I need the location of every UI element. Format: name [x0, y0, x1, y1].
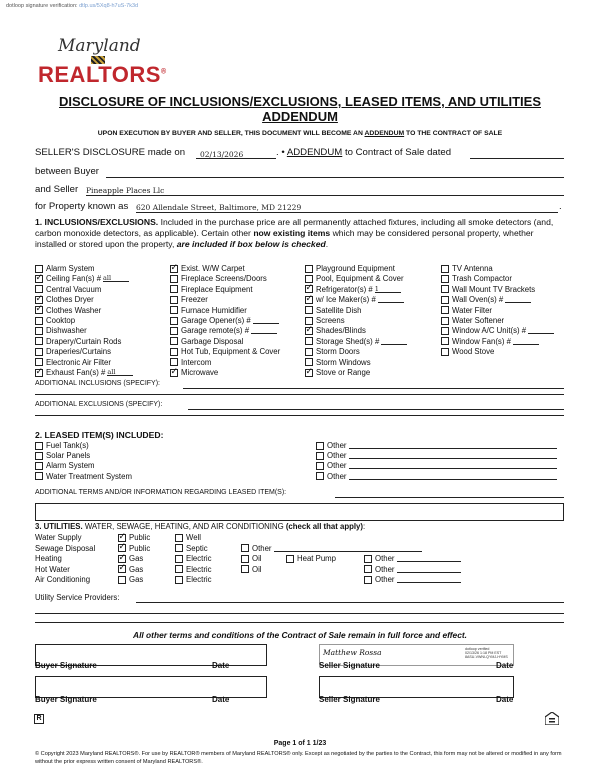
checkbox[interactable] [305, 317, 313, 325]
utility-option-label: Heat Pump [297, 554, 337, 564]
verification-line [6, 3, 138, 9]
inclusion-item[interactable] [305, 368, 370, 377]
inclusion-label: Intercom [181, 357, 212, 367]
inclusion-item[interactable] [441, 347, 494, 356]
inclusion-item[interactable] [170, 368, 218, 377]
checkbox[interactable] [364, 565, 372, 573]
inclusion-item[interactable] [441, 316, 504, 325]
property-end: . [559, 201, 562, 212]
utility-label: Hot Water [35, 564, 70, 574]
inclusion-label: Garage Opener(s) # [181, 316, 251, 325]
inclusion-item[interactable] [170, 285, 253, 294]
utility-option-label: Other [375, 575, 395, 585]
leased-other-item[interactable] [316, 461, 557, 470]
checkbox[interactable] [305, 265, 313, 273]
inclusion-item[interactable] [305, 358, 371, 367]
buyer-date-label-2: Date [212, 695, 230, 704]
seller-date-label-2: Date [496, 695, 514, 704]
utility-label: Air Conditioning [35, 575, 91, 585]
inclusion-label: Garage remote(s) # [181, 326, 250, 336]
checkbox[interactable] [170, 337, 178, 345]
utility-option[interactable] [118, 544, 150, 553]
inclusion-item[interactable] [441, 326, 554, 335]
inclusion-label: Pool, Equipment & Cover [316, 274, 404, 284]
utility-option[interactable] [241, 565, 262, 574]
checkbox[interactable] [316, 442, 324, 450]
buyer-signature-label-2: Buyer Signature [35, 695, 97, 704]
utility-option[interactable] [286, 554, 336, 563]
utility-option-label: Electric [186, 564, 212, 574]
inclusion-label: Playground Equipment [316, 264, 395, 273]
inclusion-item[interactable] [170, 337, 243, 346]
inclusion-item[interactable] [35, 295, 94, 304]
utility-other-field[interactable] [397, 555, 461, 562]
inclusion-item[interactable] [305, 347, 360, 356]
inclusion-item[interactable] [170, 274, 267, 283]
checkbox[interactable] [35, 265, 43, 273]
checkbox[interactable] [364, 555, 372, 563]
inclusion-item[interactable] [170, 316, 279, 325]
count-field[interactable] [513, 338, 539, 345]
count-field[interactable]: all [107, 369, 133, 376]
checkbox[interactable] [35, 327, 43, 335]
utility-providers-line3[interactable] [35, 615, 564, 623]
inclusion-item[interactable] [305, 274, 404, 283]
checkbox[interactable] [441, 265, 449, 273]
checkbox[interactable] [441, 275, 449, 283]
seller-field[interactable]: Pineapple Places Llc [86, 184, 564, 196]
inclusion-label: Draperies/Curtains [46, 347, 111, 357]
utility-providers-line2[interactable] [35, 604, 564, 614]
buyer-signature-label-1: Buyer Signature [35, 661, 97, 670]
count-field[interactable]: 1 [375, 286, 401, 293]
document-title: DISCLOSURE OF INCLUSIONS/EXCLUSIONS, LEASED ITEMS, AND UTILITIES ADDENDUM [59, 94, 541, 124]
inclusion-item[interactable] [35, 316, 75, 325]
checkbox[interactable] [175, 555, 183, 563]
utility-option[interactable] [175, 565, 212, 574]
inclusion-item[interactable] [35, 337, 121, 346]
inclusion-label: Window Fan(s) # [452, 336, 511, 346]
checkbox[interactable] [35, 462, 43, 470]
utilities-heading: 3. UTILITIES. WATER, SEWAGE, HEATING, AND AIR CONDITIONING (check all that apply): [35, 522, 366, 531]
leased-label: Alarm System [46, 461, 95, 471]
inclusion-label: Ceiling Fan(s) # [46, 274, 102, 284]
inclusion-item[interactable] [305, 285, 401, 294]
inclusion-label: Dishwasher [46, 326, 87, 336]
checkbox[interactable] [441, 306, 449, 314]
inclusion-item[interactable] [35, 264, 95, 273]
inclusion-item[interactable] [305, 295, 404, 304]
verification-link[interactable]: dtlp.us/5Xq8-h7uS-7k3d [79, 3, 139, 9]
checkbox[interactable] [305, 306, 313, 314]
seller-signature-label-2: Seller Signature [319, 695, 380, 704]
checkbox[interactable] [175, 534, 183, 542]
count-field[interactable] [253, 317, 279, 324]
leased-other-field[interactable] [349, 473, 557, 480]
checkbox-checked[interactable] [35, 296, 43, 304]
checkbox[interactable] [241, 544, 249, 552]
utility-option[interactable] [364, 565, 461, 574]
count-field[interactable] [528, 327, 554, 334]
leased-additional-label: ADDITIONAL TERMS AND/OR INFORMATION REGARDING LEASED ITEM(S): [35, 489, 287, 496]
leased-additional-field[interactable] [335, 489, 564, 498]
utility-option-label: Other [375, 564, 395, 574]
inclusion-item[interactable] [305, 306, 362, 315]
checkbox[interactable] [441, 296, 449, 304]
leased-label: Solar Panels [46, 451, 91, 461]
inclusion-label: Shades/Blinds [316, 326, 366, 336]
inclusion-label: Cooktop [46, 316, 76, 325]
checkbox[interactable] [170, 275, 178, 283]
checkbox[interactable] [286, 555, 294, 563]
checkbox[interactable] [305, 358, 313, 366]
additional-inclusions-line2[interactable] [35, 390, 564, 395]
checkbox[interactable] [170, 327, 178, 335]
count-field[interactable] [251, 327, 277, 334]
checkbox[interactable] [364, 576, 372, 584]
utility-option-label: Other [375, 554, 395, 564]
utility-option-label: Electric [186, 554, 212, 564]
realtor-r-icon: R [34, 714, 44, 724]
checkbox[interactable] [35, 337, 43, 345]
utility-option[interactable] [364, 554, 461, 563]
inclusion-label: Water Filter [452, 305, 492, 315]
utility-option[interactable] [175, 533, 201, 542]
checkbox[interactable] [35, 442, 43, 450]
inclusion-item[interactable] [35, 347, 111, 356]
checkbox-checked[interactable] [35, 275, 43, 283]
utility-other-field[interactable] [397, 566, 461, 573]
disclosure-line: SELLER'S DISCLOSURE made on [35, 147, 186, 158]
checkbox[interactable] [170, 317, 178, 325]
inclusion-label: Screens [316, 316, 345, 325]
utility-other-field[interactable] [274, 545, 422, 552]
seller-date-label-1: Date [496, 661, 514, 670]
inclusion-label: Alarm System [46, 264, 95, 273]
checkbox-checked[interactable] [35, 369, 43, 377]
inclusion-label: Freezer [181, 295, 208, 305]
inclusion-item[interactable] [170, 264, 245, 273]
page-number: Page 1 of 1 1/23 [273, 740, 327, 747]
equal-housing-icon [545, 712, 559, 725]
utility-option[interactable] [241, 554, 262, 563]
inclusion-label: Stove or Range [316, 368, 371, 377]
count-field[interactable] [381, 338, 407, 345]
utility-option-label: Gas [129, 575, 144, 585]
checkbox[interactable] [305, 348, 313, 356]
leased-other-label: Other [327, 461, 347, 471]
checkbox-checked[interactable] [118, 565, 126, 573]
inclusion-item[interactable] [170, 347, 280, 356]
leased-other-field[interactable] [349, 452, 557, 459]
checkbox[interactable] [175, 576, 183, 584]
inclusion-label: Clothes Washer [46, 305, 102, 315]
inclusion-label: Water Softener [452, 316, 505, 325]
inclusion-item[interactable] [305, 326, 366, 335]
leased-item[interactable] [35, 472, 132, 481]
inclusion-item[interactable] [35, 285, 101, 294]
utility-option-label: Gas [129, 554, 144, 564]
checkbox-checked[interactable] [305, 285, 313, 293]
checkbox[interactable] [170, 348, 178, 356]
inclusion-label: Exist. W/W Carpet [181, 264, 245, 273]
buyer-field[interactable] [106, 166, 564, 178]
additional-inclusions-field[interactable] [183, 380, 564, 389]
buyer-label: between Buyer [35, 166, 99, 177]
checkbox[interactable] [441, 317, 449, 325]
utility-option[interactable] [241, 544, 422, 553]
seller-signature: Matthew Rossa [323, 648, 382, 657]
checkbox[interactable] [35, 317, 43, 325]
inclusion-item[interactable] [35, 274, 129, 283]
inclusion-label: Fireplace Screens/Doors [181, 274, 267, 284]
logo-word: REALTORS® [38, 62, 167, 87]
checkbox[interactable] [175, 565, 183, 573]
checkbox[interactable] [175, 544, 183, 552]
inclusion-item[interactable] [305, 264, 395, 273]
utility-option-label: Septic [186, 543, 208, 553]
checkbox-checked[interactable] [118, 555, 126, 563]
inclusion-item[interactable] [35, 326, 87, 335]
property-field[interactable]: 620 Allendale Street, Baltimore, MD 21229 [136, 201, 558, 213]
inclusion-item[interactable] [305, 316, 345, 325]
checkbox[interactable] [305, 275, 313, 283]
checkbox[interactable] [441, 348, 449, 356]
contract-date-field[interactable] [470, 147, 564, 159]
inclusion-label: Storm Windows [316, 357, 371, 367]
document-subtitle: UPON EXECUTION BY BUYER AND SELLER, THIS DOCUMENT WILL BECOME AN ADDENDUM TO THE CONTRACT OF SALE [97, 130, 503, 137]
inclusion-item[interactable] [441, 337, 539, 346]
additional-exclusions-line2[interactable] [35, 411, 564, 416]
inclusion-label: Wood Stove [452, 347, 495, 357]
count-field[interactable] [505, 296, 531, 303]
maryland-realtors-logo [36, 36, 167, 87]
inclusion-label: Trash Compactor [452, 274, 512, 284]
inclusion-item[interactable] [35, 306, 101, 315]
inclusion-label: Fireplace Equipment [181, 284, 253, 294]
inclusion-label: Electronic Air Filter [46, 357, 111, 367]
closing-statement: All other terms and conditions of the Contract of Sale remain in full force and effect. [133, 630, 467, 640]
utility-option-label: Other [252, 543, 272, 553]
utility-option-label: Oil [252, 564, 262, 574]
checkbox[interactable] [170, 358, 178, 366]
checkbox[interactable] [170, 285, 178, 293]
leased-other-item[interactable] [316, 451, 557, 460]
verification-label: dotloop signature verification: [6, 3, 78, 9]
inclusion-label: Exhaust Fan(s) # [46, 368, 106, 377]
utility-option-label: Well [186, 533, 202, 542]
utility-option[interactable] [175, 575, 212, 584]
inclusion-label: Hot Tub, Equipment & Cover [181, 347, 281, 357]
additional-exclusions-label: ADDITIONAL EXCLUSIONS (SPECIFY): [35, 401, 163, 408]
checkbox-checked[interactable] [170, 265, 178, 273]
checkbox-checked[interactable] [305, 327, 313, 335]
utility-providers-field[interactable] [136, 593, 564, 603]
checkbox[interactable] [170, 296, 178, 304]
checkbox[interactable] [35, 348, 43, 356]
inclusion-item[interactable] [35, 368, 133, 377]
property-label: for Property known as [35, 201, 129, 212]
utility-label: Water Supply [35, 533, 82, 542]
inclusion-label: Garbage Disposal [181, 336, 244, 346]
leased-other-item[interactable] [316, 472, 557, 481]
checkbox[interactable] [316, 462, 324, 470]
leased-other-label: Other [327, 471, 347, 481]
leased-label: Fuel Tank(s) [46, 441, 89, 450]
leased-other-field[interactable] [349, 462, 557, 469]
inclusion-label: Window A/C Unit(s) # [452, 326, 527, 336]
inclusions-paragraph: 1. INCLUSIONS/EXCLUSIONS. Included in the purchase price are all permanently attached fixtures, including all smoke detectors (and, carbon monoxide detectors, as applicable). Certain other now existing items which may be considered personal property, whether installed or stored upon the property, are included if box below is checked. [35, 217, 554, 249]
inclusion-label: Central Vacuum [46, 284, 102, 294]
leased-item[interactable] [35, 441, 89, 450]
inclusion-item[interactable] [35, 358, 111, 367]
seller-label: and Seller [35, 184, 79, 195]
copyright-text: © Copyright 2023 Maryland REALTORS®. For use by REALTOR® members of Maryland REALTORS® only. Except as negotiated by the parties to the Contract, this form may not be altered or modified in any form without the prior express written consent of Maryland REALTORS®. [35, 751, 562, 765]
inclusion-item[interactable] [441, 274, 512, 283]
inclusion-label: Storm Doors [316, 347, 360, 357]
inclusion-label: w/ Ice Maker(s) # [316, 295, 376, 305]
utility-option[interactable] [175, 544, 208, 553]
utility-option-label: Oil [252, 554, 262, 564]
leased-heading: 2. LEASED ITEM(S) INCLUDED: [35, 430, 164, 440]
checkbox-checked[interactable] [35, 306, 43, 314]
checkbox-checked[interactable] [118, 544, 126, 552]
inclusion-label: Microwave [181, 368, 219, 377]
inclusion-item[interactable] [170, 295, 208, 304]
checkbox-checked[interactable] [305, 369, 313, 377]
utility-other-field[interactable] [397, 576, 461, 583]
utility-label: Heating [35, 554, 62, 564]
checkbox[interactable] [316, 452, 324, 460]
count-field[interactable] [378, 296, 404, 303]
checkbox-checked[interactable] [305, 296, 313, 304]
checkbox[interactable] [316, 472, 324, 480]
utility-option[interactable] [118, 554, 143, 563]
inclusion-item[interactable] [170, 326, 277, 335]
count-field[interactable]: all [103, 275, 129, 282]
utility-option[interactable] [118, 575, 143, 584]
checkbox-checked[interactable] [170, 369, 178, 377]
additional-inclusions-label: ADDITIONAL INCLUSIONS (SPECIFY): [35, 380, 160, 387]
utility-option-label: Electric [186, 575, 212, 585]
checkbox[interactable] [35, 358, 43, 366]
checkbox[interactable] [441, 327, 449, 335]
leased-other-label: Other [327, 441, 347, 450]
utility-option-label: Public [129, 543, 151, 553]
inclusion-label: Furnace Humidifier [181, 305, 247, 315]
checkbox[interactable] [241, 555, 249, 563]
checkbox[interactable] [118, 576, 126, 584]
inclusion-label: Refrigerator(s) # [316, 284, 373, 294]
dotloop-stamp: dotloop verified 02/13/26 1:18 PM EST 8ASU-VWNI-QYMJ-HYMS [465, 647, 508, 660]
disclosure-date-field[interactable]: 02/13/2026 [196, 147, 276, 159]
checkbox-checked[interactable] [118, 534, 126, 542]
buyer-date-label-1: Date [212, 661, 230, 670]
inclusion-label: Drapery/Curtain Rods [46, 336, 122, 346]
checkbox[interactable] [441, 285, 449, 293]
inclusion-item[interactable] [441, 285, 535, 294]
checkbox[interactable] [241, 565, 249, 573]
leased-additional-box[interactable] [35, 503, 564, 521]
utility-option[interactable] [175, 554, 212, 563]
additional-exclusions-field[interactable] [188, 401, 564, 410]
seller-signature-label-1: Seller Signature [319, 661, 380, 670]
utility-option-label: Gas [129, 564, 144, 574]
utility-providers-label: Utility Service Providers: [35, 593, 120, 602]
inclusion-label: Wall Oven(s) # [452, 295, 504, 305]
leased-item[interactable] [35, 461, 95, 470]
addendum-line: . • ADDENDUM to Contract of Sale dated [276, 147, 452, 158]
inclusion-item[interactable] [441, 264, 493, 273]
utility-option-label: Public [129, 533, 151, 542]
inclusion-item[interactable] [441, 295, 531, 304]
inclusion-label: Clothes Dryer [46, 295, 94, 305]
inclusion-label: TV Antenna [452, 264, 493, 273]
leased-other-field[interactable] [349, 442, 557, 449]
utility-option[interactable] [118, 533, 150, 542]
logo-script: Maryland [58, 36, 141, 56]
leased-other-item[interactable] [316, 441, 557, 450]
leased-label: Water Treatment System [46, 471, 132, 481]
checkbox[interactable] [35, 452, 43, 460]
leased-item[interactable] [35, 451, 90, 460]
inclusion-label: Storage Shed(s) # [316, 336, 380, 346]
inclusion-label: Satellite Dish [316, 305, 362, 315]
utility-option[interactable] [118, 565, 143, 574]
leased-other-label: Other [327, 451, 347, 461]
checkbox[interactable] [441, 337, 449, 345]
utility-option[interactable] [364, 575, 461, 584]
inclusion-item[interactable] [170, 358, 211, 367]
checkbox[interactable] [35, 285, 43, 293]
inclusion-label: Wall Mount TV Brackets [452, 284, 536, 294]
checkbox[interactable] [305, 337, 313, 345]
utility-label: Sewage Disposal [35, 543, 96, 553]
inclusion-item[interactable] [441, 306, 492, 315]
checkbox[interactable] [35, 472, 43, 480]
inclusion-item[interactable] [170, 306, 247, 315]
inclusion-item[interactable] [305, 337, 407, 346]
checkbox[interactable] [170, 306, 178, 314]
